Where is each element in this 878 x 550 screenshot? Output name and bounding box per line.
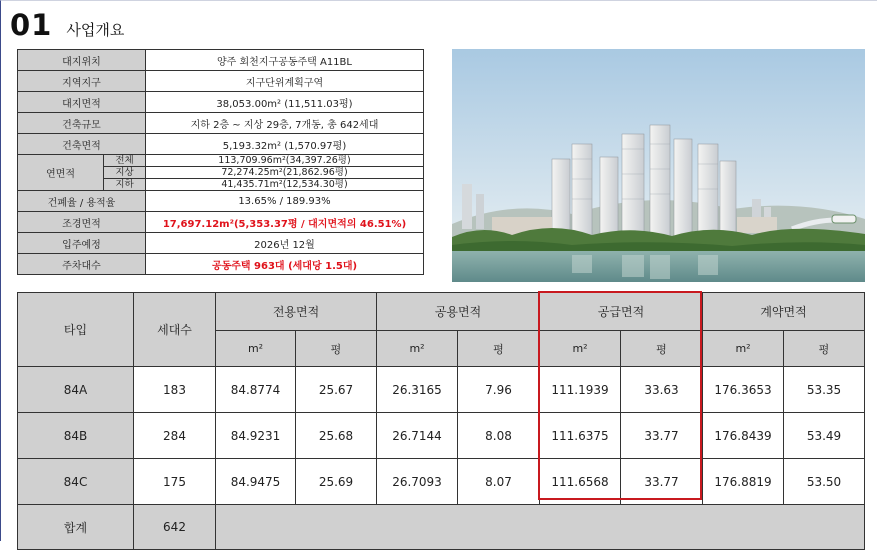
cell: 33.77	[621, 459, 703, 505]
row-value: 13.65% / 189.93%	[146, 191, 424, 212]
cell: 111.6375	[540, 413, 621, 459]
contract-area-header: 계약면적	[703, 293, 865, 331]
apartment-rendering-svg	[452, 49, 865, 282]
floor-area-label: 연면적	[18, 155, 104, 191]
households-cell: 183	[134, 367, 216, 413]
cell: 26.7144	[377, 413, 458, 459]
table-row	[18, 459, 865, 505]
row-value-highlight: 17,697.12m²(5,353.37평 / 대지면적의 46.51%)	[146, 212, 424, 233]
cell: 33.63	[621, 367, 703, 413]
row-label: 대지면적	[18, 92, 146, 113]
row-value: 양주 회천지구공동주택 A11BL	[146, 50, 424, 71]
row-value: 38,053.00m² (11,511.03평)	[146, 92, 424, 113]
sub-value: 113,709.96m²(34,397.26평)	[146, 155, 424, 167]
header-row	[18, 293, 865, 331]
row-label: 지역지구	[18, 71, 146, 92]
households-cell: 175	[134, 459, 216, 505]
type-cell: 84C	[18, 459, 134, 505]
section-number: 01	[10, 8, 53, 42]
overview-row	[18, 71, 424, 92]
sub-label: 전체	[104, 155, 146, 167]
m2-header: m²	[703, 331, 784, 367]
cell: 8.07	[458, 459, 540, 505]
apartment-rendering-image	[452, 49, 865, 282]
overview-row	[18, 212, 424, 233]
exclusive-area-header: 전용면적	[216, 293, 377, 331]
overview-table	[17, 49, 424, 275]
cell: 25.68	[296, 413, 377, 459]
common-area-header: 공용면적	[377, 293, 540, 331]
row-value: 지하 2층 ~ 지상 29층, 7개동, 총 642세대	[146, 113, 424, 134]
cell: 111.1939	[540, 367, 621, 413]
m2-header: m²	[540, 331, 621, 367]
row-value: 2026년 12월	[146, 233, 424, 254]
overview-row	[18, 233, 424, 254]
unit-area-table	[17, 292, 865, 550]
row-label: 주차대수	[18, 254, 146, 275]
sub-label: 지하	[104, 179, 146, 191]
cell: 26.7093	[377, 459, 458, 505]
row-label: 건축면적	[18, 134, 146, 155]
total-blank	[216, 505, 865, 550]
m2-header: m²	[377, 331, 458, 367]
table-row	[18, 413, 865, 459]
cell: 25.67	[296, 367, 377, 413]
table-row	[18, 367, 865, 413]
type-cell: 84A	[18, 367, 134, 413]
overview-row	[18, 50, 424, 71]
cell: 176.8819	[703, 459, 784, 505]
cell: 26.3165	[377, 367, 458, 413]
cell: 33.77	[621, 413, 703, 459]
pyeong-header: 평	[784, 331, 865, 367]
sub-label: 지상	[104, 167, 146, 179]
sub-value: 41,435.71m²(12,534.30평)	[146, 179, 424, 191]
cell: 25.69	[296, 459, 377, 505]
cell: 111.6568	[540, 459, 621, 505]
cell: 53.49	[784, 413, 865, 459]
pyeong-header: 평	[296, 331, 377, 367]
overview-row	[18, 134, 424, 155]
cell: 53.35	[784, 367, 865, 413]
row-label: 조경면적	[18, 212, 146, 233]
row-label: 건폐율 / 용적율	[18, 191, 146, 212]
type-cell: 84B	[18, 413, 134, 459]
row-value-highlight: 공동주택 963대 (세대당 1.5대)	[146, 254, 424, 275]
cell: 84.9231	[216, 413, 296, 459]
overview-row	[18, 92, 424, 113]
row-label: 건축규모	[18, 113, 146, 134]
total-households: 642	[134, 505, 216, 550]
overview-row	[18, 191, 424, 212]
cell: 7.96	[458, 367, 540, 413]
cell: 53.50	[784, 459, 865, 505]
cell: 176.8439	[703, 413, 784, 459]
cell: 8.08	[458, 413, 540, 459]
pyeong-header: 평	[621, 331, 703, 367]
row-label: 입주예정	[18, 233, 146, 254]
row-value: 5,193.32m² (1,570.97평)	[146, 134, 424, 155]
sub-value: 72,274.25m²(21,862.96평)	[146, 167, 424, 179]
floor-area-row	[18, 155, 424, 167]
cell: 176.3653	[703, 367, 784, 413]
supply-area-header: 공급면적	[540, 293, 703, 331]
cell: 84.8774	[216, 367, 296, 413]
section-header	[10, 8, 124, 42]
overview-row	[18, 254, 424, 275]
m2-header: m²	[216, 331, 296, 367]
type-header: 타입	[18, 293, 134, 367]
row-value: 지구단위계획구역	[146, 71, 424, 92]
overview-row	[18, 113, 424, 134]
cell: 84.9475	[216, 459, 296, 505]
total-row	[18, 505, 865, 550]
row-label: 대지위치	[18, 50, 146, 71]
pyeong-header: 평	[458, 331, 540, 367]
section-title: 사업개요	[66, 21, 125, 39]
total-label: 합계	[18, 505, 134, 550]
households-header: 세대수	[134, 293, 216, 367]
households-cell: 284	[134, 413, 216, 459]
